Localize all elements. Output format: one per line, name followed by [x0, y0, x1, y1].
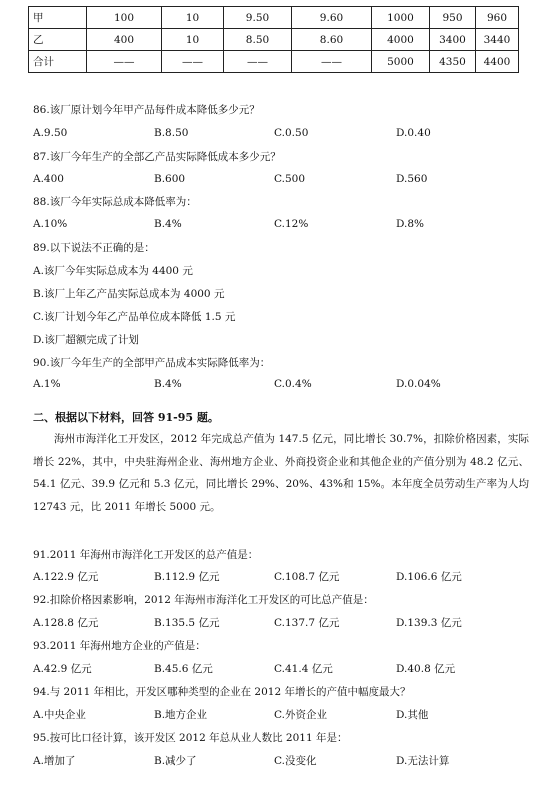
options-95	[33, 753, 533, 769]
table-row	[29, 51, 519, 73]
option-d: D.560	[396, 173, 428, 185]
table-cell: 乙	[29, 29, 87, 51]
material-paragraph: 海州市海洋化工开发区，2012 年完成总产值为 147.5 亿元，同比增长 30.7%，扣除价格因素，实际增长 22%，其中，中央驻海州企业、海州地方企业、外商投资企业和其他企业的产值分别为 48.2 亿元、54.1 亿元、39.9 亿元和 5.3 亿元，同比增长 29%、20%、43%和 15%。本年度全员劳动生产率为人均 12743 元，比 2011 年增长 5000 元。	[33, 433, 529, 513]
question-95: 95.按可比口径计算，该开发区 2012 年总从业人数比 2011 年是：	[33, 732, 348, 744]
option-b: B.4%	[154, 378, 182, 390]
option-a: A.128.8 亿元	[33, 617, 99, 629]
option-a: A.1%	[33, 378, 61, 390]
question-93: 93.2011 年海州地方企业的产值是：	[33, 640, 206, 652]
table-cell: 9.60	[292, 7, 372, 29]
table-row	[29, 29, 519, 51]
options-88	[33, 218, 533, 234]
table-cell: ——	[87, 51, 162, 73]
table-cell: ——	[224, 51, 292, 73]
cost-table	[28, 6, 519, 73]
option-a: A.122.9 亿元	[33, 571, 99, 583]
option-b: B.600	[154, 173, 186, 185]
option-b: B.112.9 亿元	[154, 571, 220, 583]
option-c: C.12%	[274, 218, 309, 230]
option-b: B.8.50	[154, 127, 189, 139]
options-92	[33, 615, 533, 631]
section-heading: 二、根据以下材料，回答 91-95 题。	[33, 411, 219, 424]
option-d: D.139.3 亿元	[396, 617, 462, 629]
table-cell: 8.60	[292, 29, 372, 51]
option-b: B.135.5 亿元	[154, 617, 220, 629]
table-cell: 3440	[476, 29, 519, 51]
table-cell: ——	[292, 51, 372, 73]
option-a: A.10%	[33, 218, 68, 230]
options-91	[33, 569, 533, 585]
table-cell: 960	[476, 7, 519, 29]
option-c: C.108.7 亿元	[274, 571, 340, 583]
option-c: C.137.7 亿元	[274, 617, 340, 629]
options-94	[33, 707, 533, 723]
question-87: 87.该厂今年生产的全部乙产品实际降低成本多少元？	[33, 151, 281, 163]
question-88: 88.该厂今年实际总成本降低率为：	[33, 196, 197, 208]
option-a: A.9.50	[33, 127, 68, 139]
table-cell: 甲	[29, 7, 87, 29]
table-cell: 950	[430, 7, 476, 29]
option-d: D.0.04%	[396, 378, 441, 390]
option-a: A.42.9 亿元	[33, 663, 92, 675]
table-cell: 100	[87, 7, 162, 29]
option-b: B.该厂上年乙产品实际总成本为 4000 元	[33, 288, 225, 300]
option-c: C.41.4 亿元	[274, 663, 333, 675]
options-86	[33, 127, 533, 143]
option-c: C.该厂计划今年乙产品单位成本降低 1.5 元	[33, 311, 236, 323]
option-c: C.0.50	[274, 127, 309, 139]
question-94: 94.与 2011 年相比，开发区哪种类型的企业在 2012 年增长的产值中幅度最大？	[33, 686, 411, 698]
option-d: D.40.8 亿元	[396, 663, 456, 675]
option-c: C.没变化	[274, 755, 317, 767]
option-d: D.106.6 亿元	[396, 571, 462, 583]
option-a: A.中央企业	[33, 709, 86, 721]
table-cell: 4000	[372, 29, 430, 51]
option-d: D.0.40	[396, 127, 431, 139]
table-cell: ——	[162, 51, 224, 73]
option-d: D.8%	[396, 218, 425, 230]
question-90: 90.该厂今年生产的全部甲产品成本实际降低率为：	[33, 357, 271, 369]
table-cell: 400	[87, 29, 162, 51]
option-c: C.0.4%	[274, 378, 312, 390]
question-86: 86.该厂原计划今年甲产品每件成本降低多少元？	[33, 104, 260, 116]
table-cell: 10	[162, 29, 224, 51]
option-b: B.45.6 亿元	[154, 663, 213, 675]
table-cell: 10	[162, 7, 224, 29]
option-b: B.减少了	[154, 755, 197, 767]
table-cell: 3400	[430, 29, 476, 51]
table-cell: 4400	[476, 51, 519, 73]
option-a: A.该厂今年实际总成本为 4400 元	[33, 265, 193, 277]
table-row	[29, 7, 519, 29]
option-a: A.400	[33, 173, 64, 185]
question-92: 92.扣除价格因素影响，2012 年海州市海洋化工开发区的可比总产值是：	[33, 594, 374, 606]
table-cell: 9.50	[224, 7, 292, 29]
table-cell: 1000	[372, 7, 430, 29]
options-87	[33, 173, 533, 189]
table-cell: 5000	[372, 51, 430, 73]
question-91: 91.2011 年海州市海洋化工开发区的总产值是：	[33, 549, 259, 561]
option-a: A.增加了	[33, 755, 76, 767]
table-cell: 合计	[29, 51, 87, 73]
option-d: D.其他	[396, 709, 429, 721]
question-89: 89.以下说法不正确的是：	[33, 242, 155, 254]
table-cell: 4350	[430, 51, 476, 73]
table-cell: 8.50	[224, 29, 292, 51]
option-b: B.地方企业	[154, 709, 208, 721]
option-d: D.该厂超额完成了计划	[33, 334, 139, 346]
options-93	[33, 661, 533, 677]
option-b: B.4%	[154, 218, 182, 230]
options-90	[33, 378, 533, 394]
option-c: C.500	[274, 173, 306, 185]
option-d: D.无法计算	[396, 755, 450, 767]
option-c: C.外资企业	[274, 709, 327, 721]
